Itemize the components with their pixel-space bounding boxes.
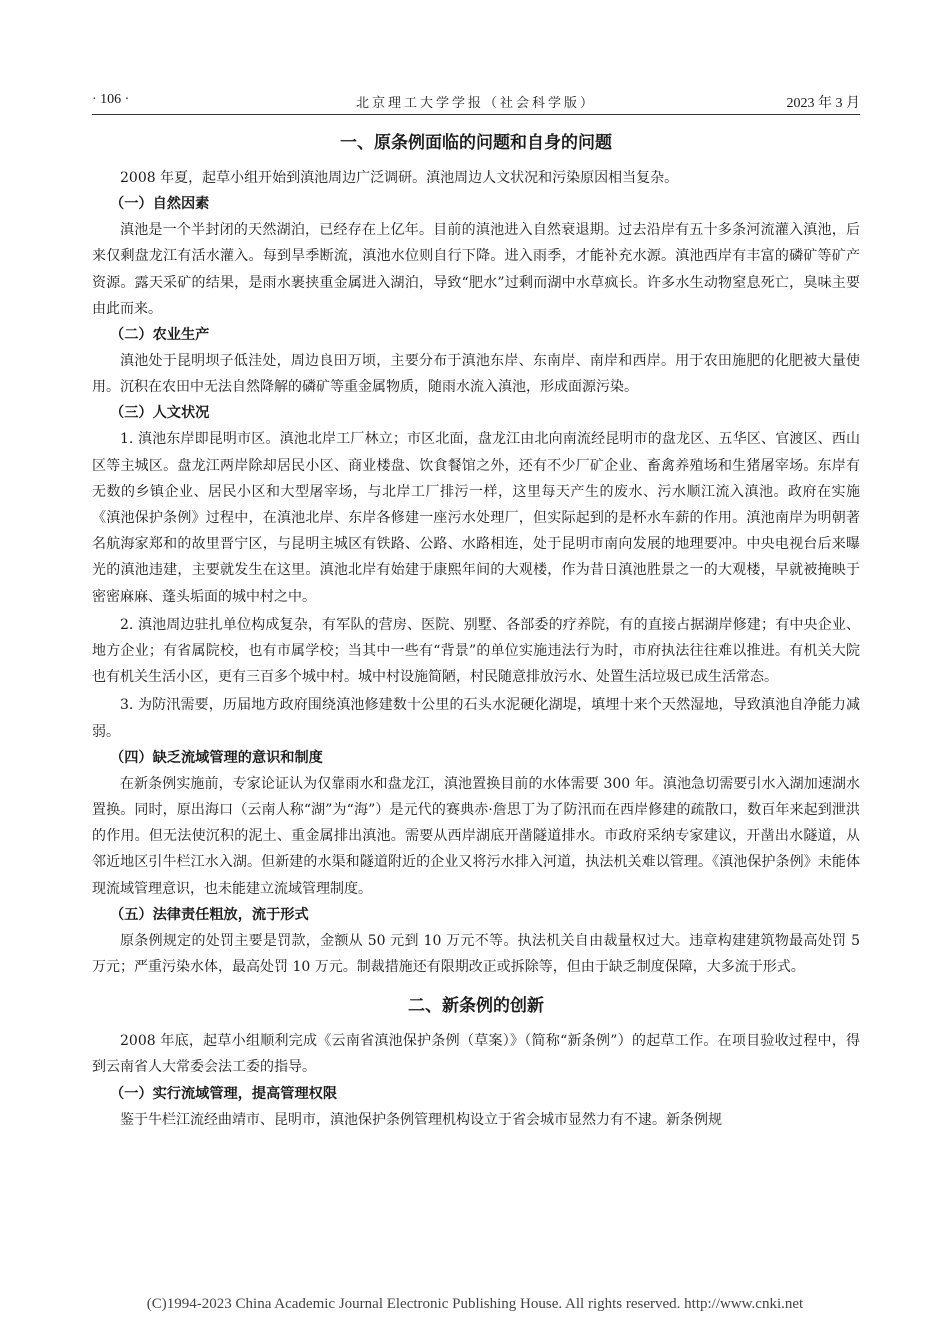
subheading-agriculture: （二）农业生产 bbox=[110, 327, 210, 344]
paragraph: 原条例规定的处罚主要是罚款，金额从 50 元到 10 万元不等。执法机关自由裁量权过大。违章构建建筑物最高处罚 5 万元；严重污染水体，最高处罚 10 万元。制裁措施还有限期改正或拆除等，但由于缺乏制度保障，大多流于形式。 bbox=[92, 932, 860, 976]
paragraph: 2. 滇池周边驻扎单位构成复杂，有军队的营房、医院、别墅、各部委的疗养院，有的直接占据湖岸修建；有中央企业、地方企业；有省属院校，也有市属学校；当其中一些有“背景”的单位实施违法行为时，市府执法往往难以推进。有机关大院也有机关生活小区，更有三百多个城中村。城中村设施简陋，村民随意排放污水、处置生活垃圾已成生活常态。 bbox=[92, 616, 860, 686]
running-header bbox=[92, 88, 860, 110]
paragraph: 滇池是一个半封闭的天然湖泊，已经存在上亿年。目前的滇池进入自然衰退期。过去沿岸有五十多条河流灌入滇池，后来仅剩盘龙江有活水灌入。每到旱季断流，滇池水位则自行下降。进入雨季，才能补充水源。滇池西岸有丰富的磷矿等矿产资源。露天采矿的结果，是雨水裹挟重金属进入湖泊，导致“肥水”过剩而湖中水草疯长。许多水生动物窒息死亡，臭味主要由此而来。 bbox=[92, 222, 860, 317]
paragraph: 在新条例实施前，专家论证认为仅靠雨水和盘龙江，滇池置换目前的水体需要 300 年。滇池急切需要引水入湖加速湖水置换。同时，原出海口（云南人称“湖”为“海”）是元代的赛典赤·詹思丁为了防汛而在西岸修建的疏散口，数百年来起到泄洪的作用。但无法使沉积的泥土、重金属排出滇池。需要从西岸湖底开凿隧道排水。市政府采纳专家建议，开凿出水隧道，从邻近地区引牛栏江水入湖。但新建的水渠和隧道附近的企业又将污水排入河道，执法机关难以管理。《滇池保护条例》未能体现流域管理意识，也未能建立流域管理制度。 bbox=[92, 775, 860, 897]
page-number: · 106 · bbox=[92, 92, 130, 107]
header-rule bbox=[92, 114, 860, 115]
section-heading-2: 二、新条例的创新 bbox=[408, 996, 544, 1017]
subheading-watershed-authority: （一）实行流域管理，提高管理权限 bbox=[110, 1085, 338, 1102]
section1-intro: 2008 年夏，起草小组开始到滇池周边广泛调研。滇池周边人文状况和污染原因相当复杂。 bbox=[120, 170, 679, 186]
subheading-human-conditions: （三）人文状况 bbox=[110, 405, 210, 422]
subheading-natural-factors: （一）自然因素 bbox=[110, 196, 210, 213]
subheading-legal-liability: （五）法律责任粗放，流于形式 bbox=[110, 906, 309, 923]
paragraph: 滇池处于昆明坝子低洼处，周边良田万顷，主要分布于滇池东岸、东南岸、南岸和西岸。用于农田施肥的化肥被大量使用。沉积在农田中无法自然降解的磷矿等重金属物质，随雨水流入滇池，形成面源污染。 bbox=[92, 353, 860, 396]
section-heading-1: 一、原条例面临的问题和自身的问题 bbox=[340, 133, 612, 153]
subheading-watershed-management: （四）缺乏流域管理的意识和制度 bbox=[110, 749, 323, 766]
article-body bbox=[92, 124, 860, 1135]
paragraph: 鉴于牛栏江流经曲靖市、昆明市，滇池保护条例管理机构设立于省会城市显然力有不逮。新条例规 bbox=[120, 1111, 722, 1128]
copyright-footer: (C)1994-2023 China Academic Journal Electronic Publishing House. All rights reserved. http://www.cnki.net bbox=[146, 1296, 804, 1312]
paragraph: 1. 滇池东岸即昆明市区。滇池北岸工厂林立；市区北面，盘龙江由北向南流经昆明市的盘龙区、五华区、官渡区、西山区等主城区。盘龙江两岸除却居民小区、商业楼盘、饮食餐馆之外，还有不少厂矿企业、畜禽养殖场和生猪屠宰场。东岸有无数的乡镇企业、居民小区和大型屠宰场，与北岸工厂排污一样，这里每天产生的废水、污水顺江流入滇池。政府在实施《滇池保护条例》过程中，在滇池北岸、东岸各修建一座污水处理厂，但实际起到的是杯水车薪的作用。滇池南岸为明朝著名航海家郑和的故里晋宁区，与昆明主城区有铁路、公路、水路相连，处于昆明市南向发展的地理要冲。中央电视台后来曝光的滇池违建，主要就发生在这里。滇池北岸有始建于康熙年间的大观楼，作为昔日滇池胜景之一的大观楼，早就被掩映于密密麻麻、蓬头垢面的城中村之中。 bbox=[92, 431, 860, 605]
journal-name: 北京理工大学学报（社会科学版） bbox=[355, 95, 596, 110]
issue-date: 2023 年 3 月 bbox=[786, 96, 860, 111]
section2-intro: 2008 年底，起草小组顺利完成《云南省滇池保护条例（草案）》（简称“新条例”）的起草工作。在项目验收过程中，得到云南省人大常委会法工委的指导。 bbox=[92, 1033, 860, 1076]
paragraph: 3. 为防汛需要，历届地方政府围绕滇池修建数十公里的石头水泥硬化湖堤，填埋十来个天然湿地，导致滇池自净能力减弱。 bbox=[92, 697, 860, 740]
